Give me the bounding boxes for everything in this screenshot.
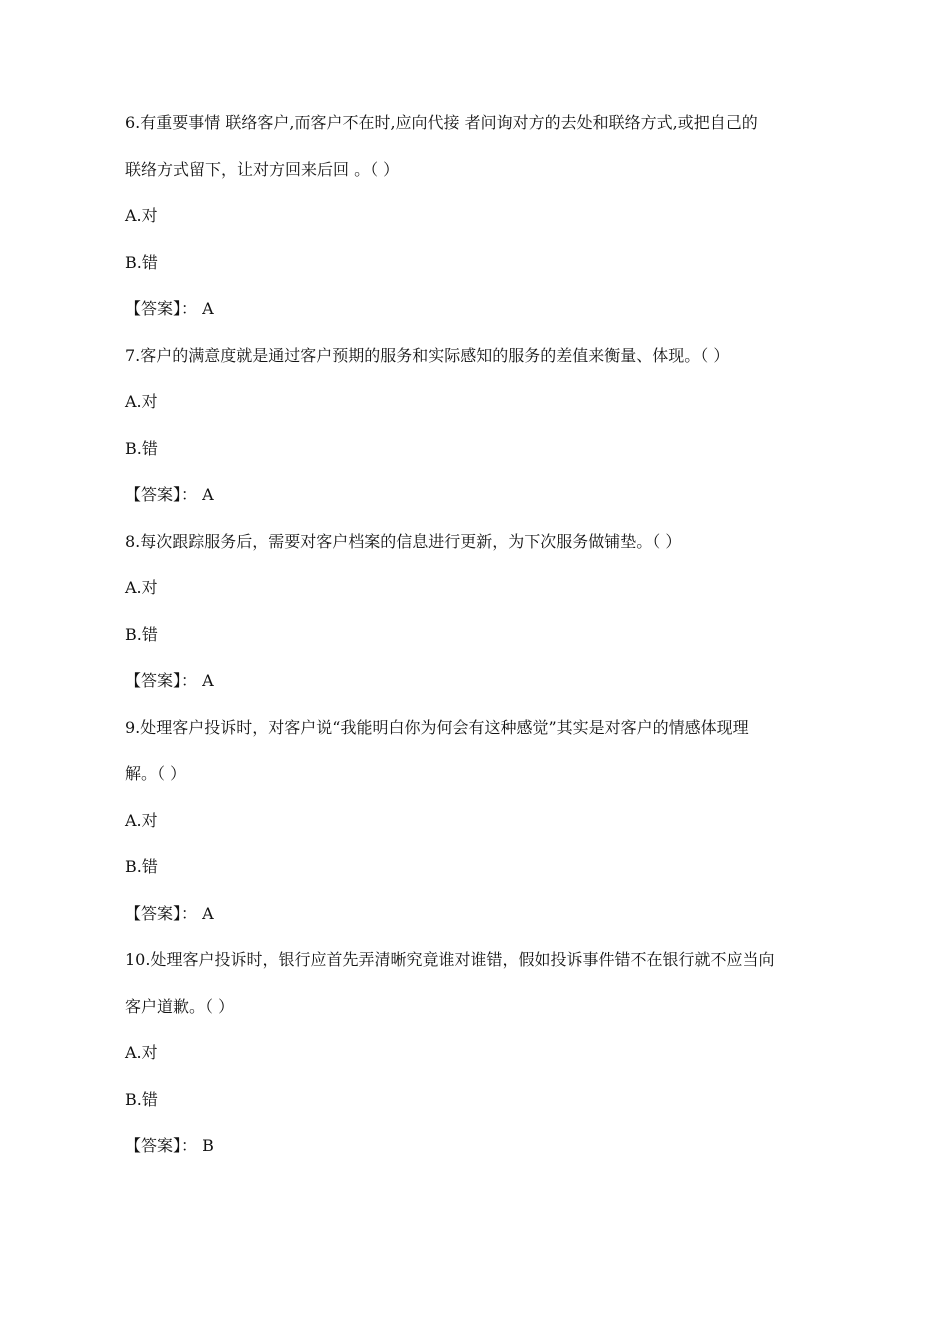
- question-text: 联络方式留下，让对方回来后回 。（ ）: [125, 159, 400, 179]
- question-text: 10.处理客户投诉时，银行应首先弄清晰究竟谁对谁错，假如投诉事件错不在银行就不应当向: [125, 950, 775, 969]
- option-a: A.对: [125, 578, 158, 597]
- option-a: A.对: [125, 392, 158, 411]
- answer: 【答案】： A: [125, 903, 214, 923]
- answer: 【答案】： A: [125, 485, 214, 504]
- option-b: B.错: [125, 624, 158, 644]
- option-b: B.错: [125, 857, 158, 876]
- question-text: 6.有重要事情 联络客户,而客户不在时,应向代接 者问询对方的去处和联络方式,或把自己的: [125, 113, 758, 132]
- option-a: A.对: [125, 810, 158, 830]
- question-10: [125, 949, 845, 1157]
- option-a: A.对: [125, 1043, 158, 1062]
- question-text: 解。（ ）: [125, 764, 187, 783]
- answer: 【答案】： A: [125, 299, 214, 318]
- question-text: 7.客户的满意度就是通过客户预期的服务和实际感知的服务的差值来衡量、体现。（ ）: [125, 345, 730, 365]
- question-7: [125, 345, 845, 507]
- question-6: [125, 112, 845, 320]
- question-8: [125, 531, 845, 693]
- question-text: 9.处理客户投诉时，对客户说“我能明白你为何会有这种感觉”其实是对客户的情感体现理: [125, 717, 749, 737]
- option-a: A.对: [125, 206, 158, 225]
- document-page: [125, 112, 845, 1182]
- answer: 【答案】： A: [125, 671, 214, 690]
- answer: 【答案】： B: [125, 1136, 214, 1155]
- question-text: 客户道歉。（ ）: [125, 996, 235, 1016]
- option-b: B.错: [125, 1089, 158, 1109]
- option-b: B.错: [125, 438, 158, 458]
- question-text: 8.每次跟踪服务后，需要对客户档案的信息进行更新，为下次服务做铺垫。（ ）: [125, 531, 682, 551]
- option-b: B.错: [125, 252, 158, 272]
- question-9: [125, 717, 845, 925]
